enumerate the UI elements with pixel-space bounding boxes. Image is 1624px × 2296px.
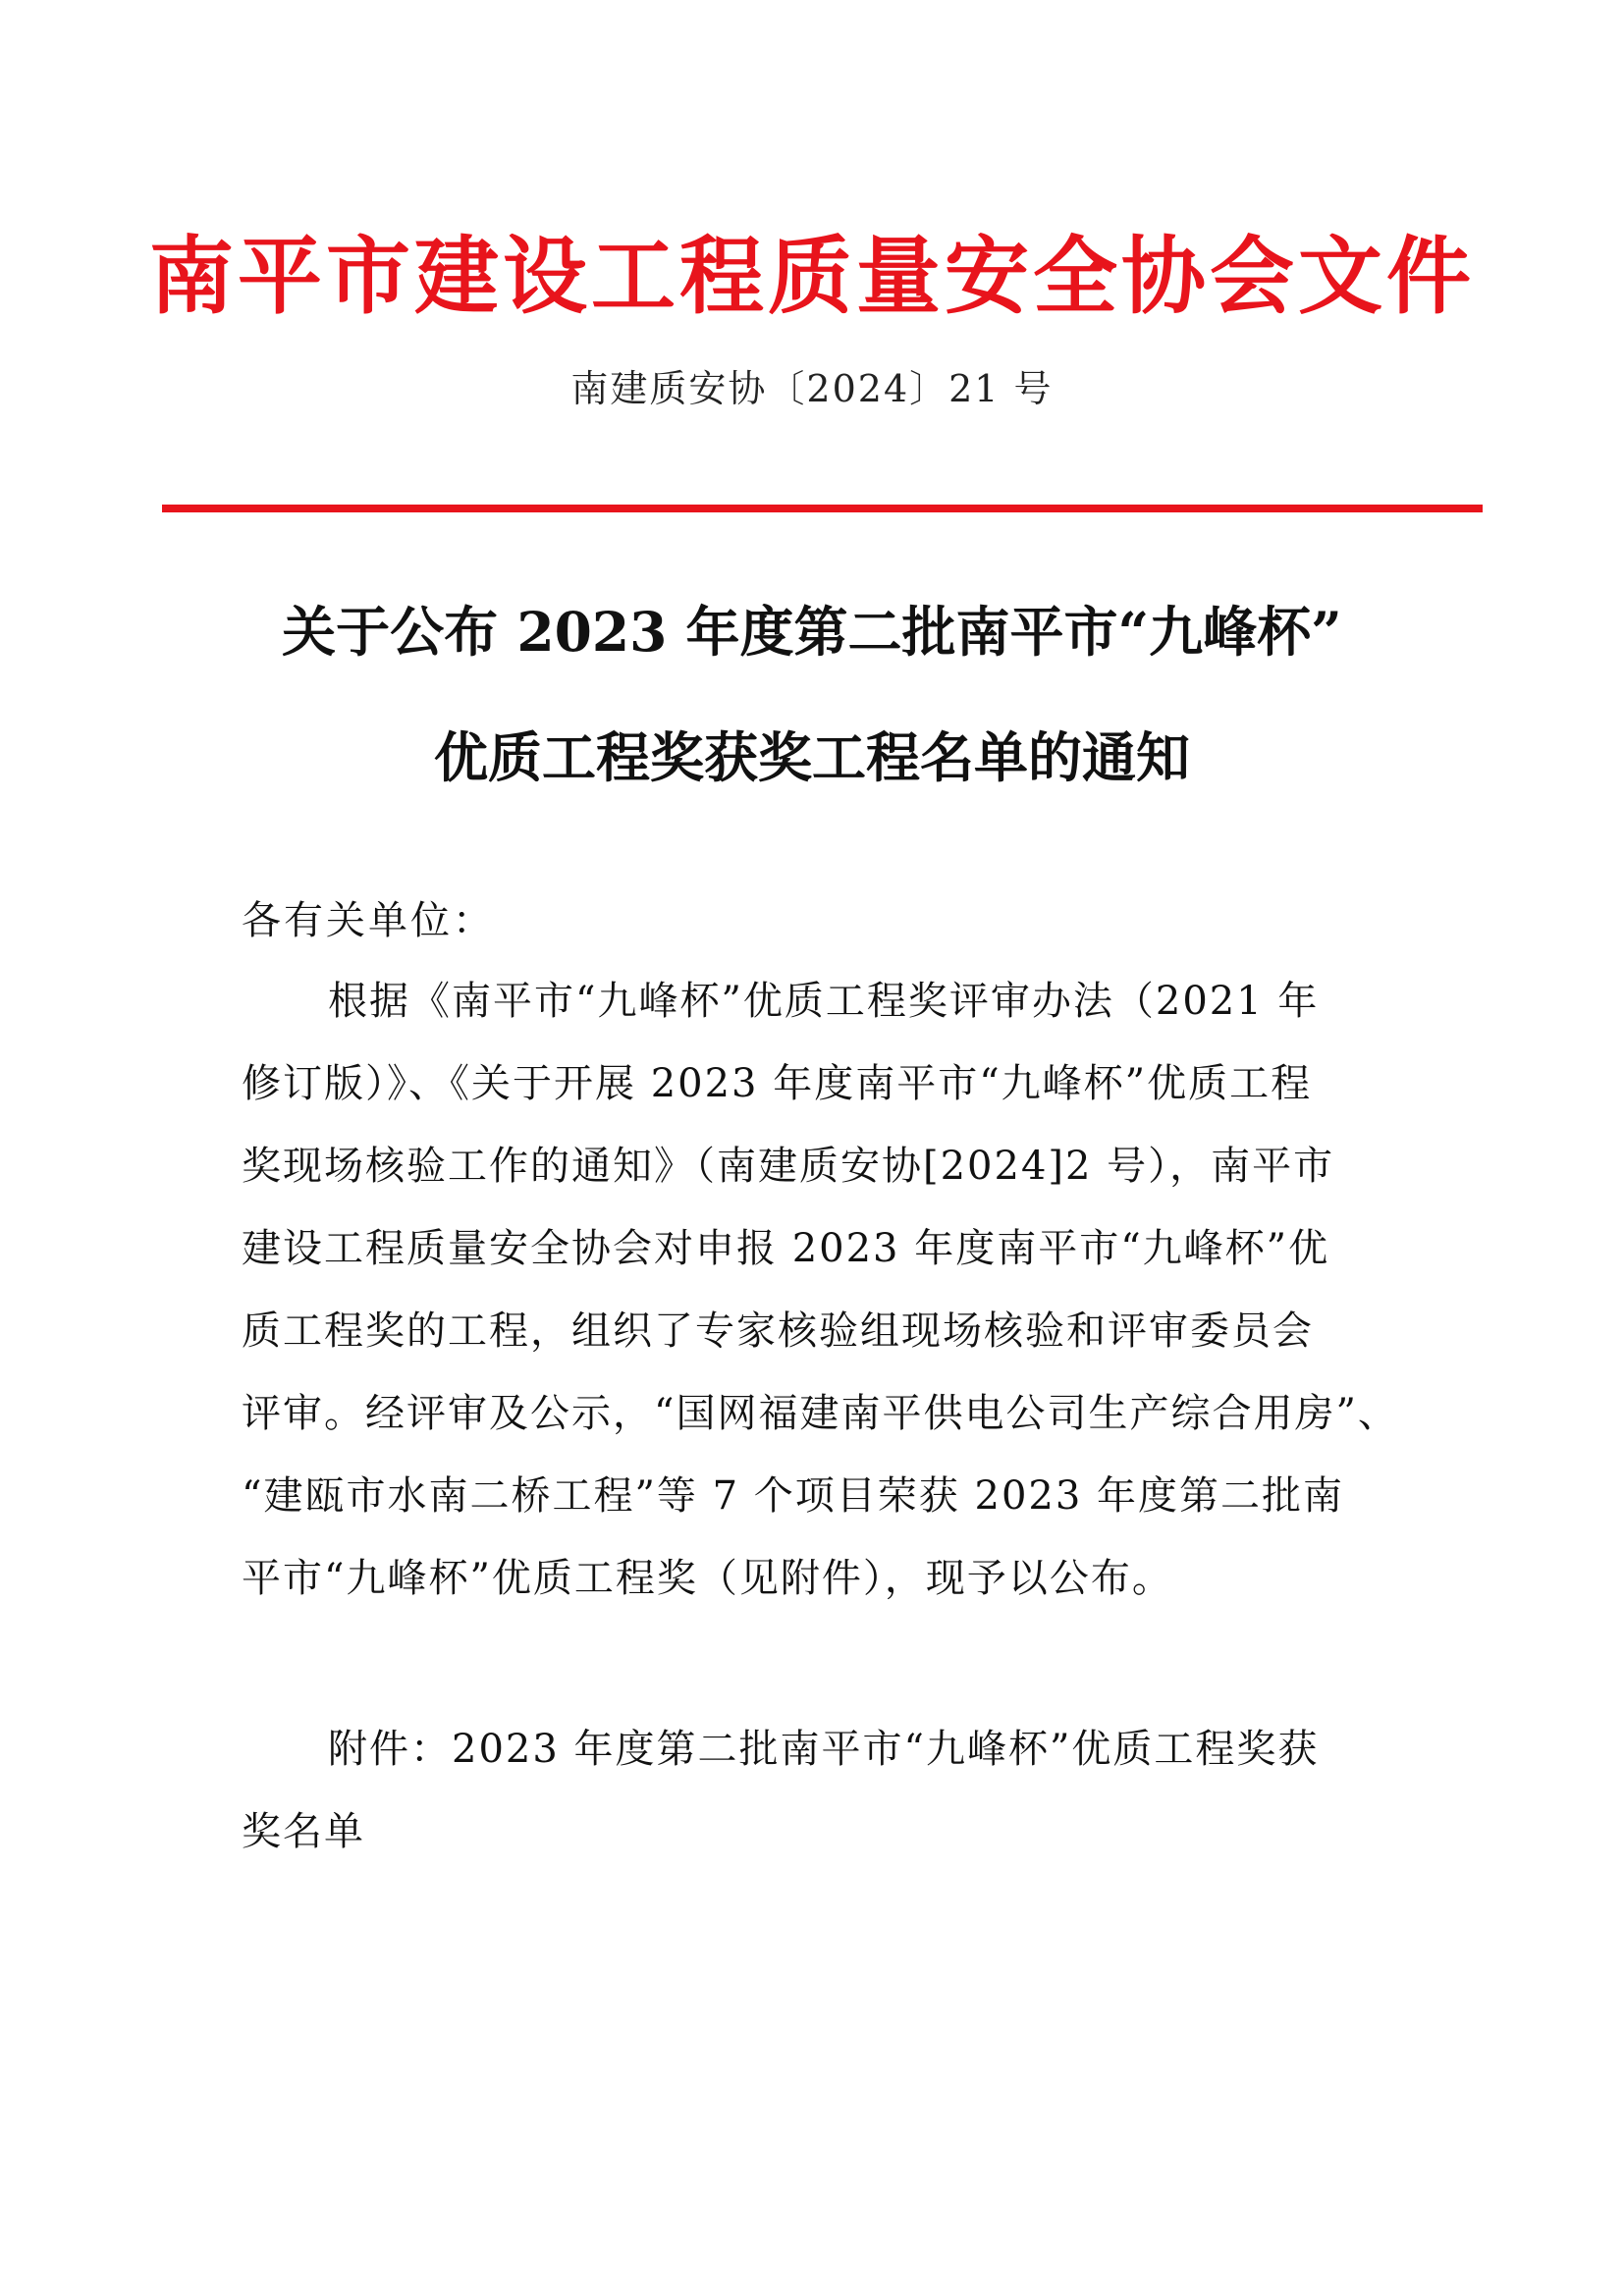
attachment-line-1: 附件：2023 年度第二批南平市“九峰杯”优质工程奖获	[328, 1727, 1320, 1772]
body-line-1: 根据《南平市“九峰杯”优质工程奖评审办法（2021 年	[328, 979, 1320, 1024]
body-line-3: 奖现场核验工作的通知》（南建质安协[2024]2 号），南平市	[242, 1144, 1335, 1189]
attachment-line-2: 奖名单	[242, 1809, 365, 1854]
body-line-8: 平市“九峰杯”优质工程奖（见附件），现予以公布。	[242, 1556, 1173, 1601]
salutation: 各有关单位：	[242, 898, 495, 943]
notice-title-line-1: 关于公布 2023 年度第二批南平市“九峰杯”	[282, 600, 1342, 664]
body-line-6: 评审。经评审及公示，“国网福建南平供电公司生产综合用房”、	[242, 1391, 1399, 1436]
body-line-5: 质工程奖的工程，组织了专家核验组现场核验和评审委员会	[242, 1308, 1314, 1354]
header-red-divider	[162, 505, 1483, 512]
document-number: 南建质安协〔2024〕21 号	[570, 367, 1054, 410]
body-line-7: “建瓯市水南二桥工程”等 7 个项目荣获 2023 年度第二批南	[242, 1473, 1345, 1519]
org-header-title: 南平市建设工程质量安全协会文件	[149, 228, 1475, 326]
notice-title-line-2: 优质工程奖获奖工程名单的通知	[433, 725, 1190, 789]
body-line-4: 建设工程质量安全协会对申报 2023 年度南平市“九峰杯”优	[242, 1226, 1330, 1271]
body-line-2: 修订版）》、《关于开展 2023 年度南平市“九峰杯”优质工程	[242, 1061, 1313, 1106]
